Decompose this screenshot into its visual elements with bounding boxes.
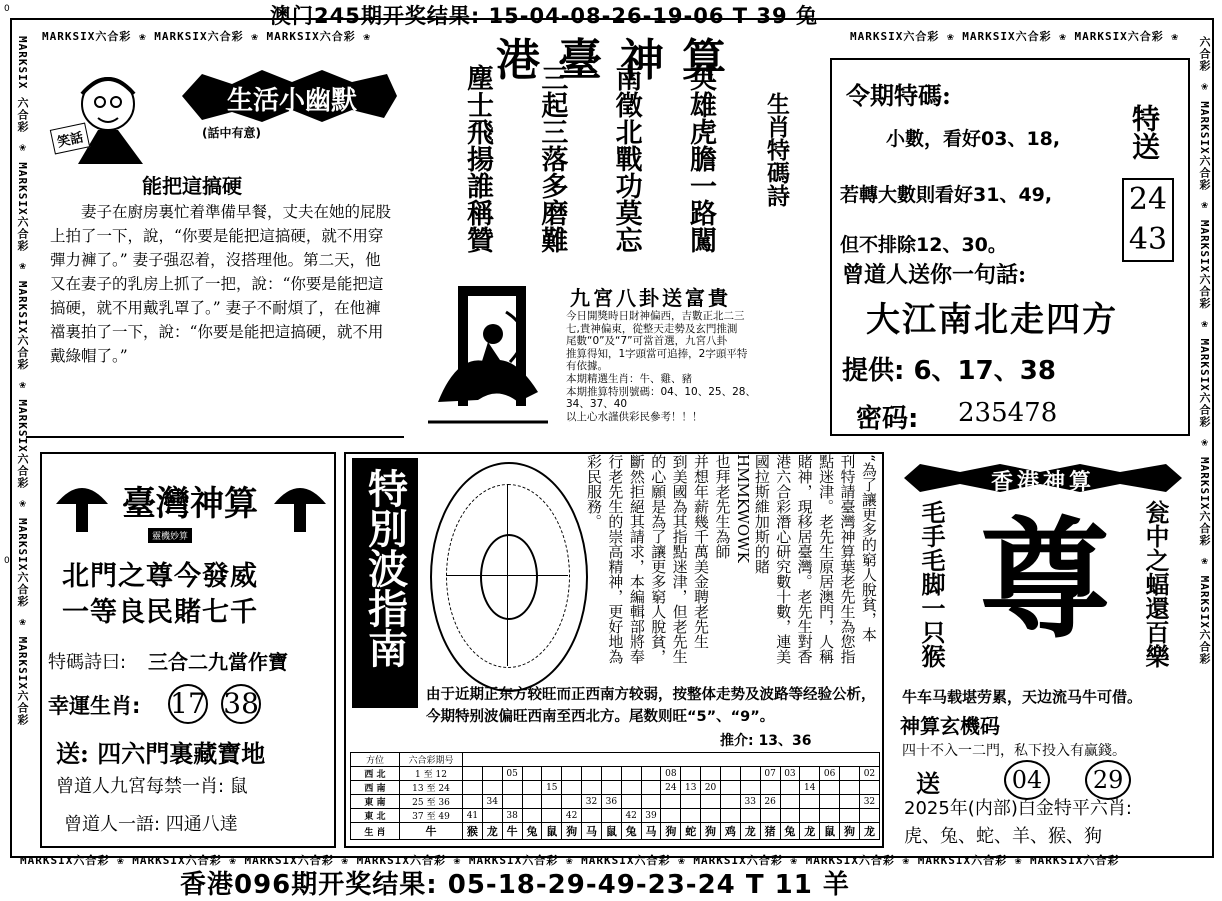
zodiac-cell: 狗 (840, 823, 860, 840)
value-cell (780, 809, 800, 823)
wave-text-col: 點迷津。老先生原居澳門，人稱 (817, 454, 836, 664)
value-cell (681, 809, 701, 823)
wave-text-col: 的心願是為了讓更多窮人脫貧， (649, 454, 668, 664)
taiwan-subtitle: 靈機妙算 (148, 528, 192, 543)
value-cell (601, 809, 621, 823)
zodiac-cell: 猪 (760, 823, 780, 840)
value-cell: 26 (760, 795, 780, 809)
hk-code-title: 神算玄機码 (900, 714, 1000, 738)
zodiac-cell: 兔 (621, 823, 641, 840)
value-cell: 05 (502, 767, 522, 781)
direction-cell: 東 南 (351, 795, 400, 809)
value-cell (780, 795, 800, 809)
value-cell (740, 767, 760, 781)
jiugong-line: 以上心水謹供彩民參考！！！ (566, 410, 703, 423)
roulette-hub (480, 534, 538, 620)
horseman-archer-icon (418, 282, 558, 432)
humor-badge: 笑話 (50, 123, 90, 155)
zodiac-cell: 狗 (562, 823, 582, 840)
value-cell (701, 795, 721, 809)
taiwan-line-1: 北門之尊今發威 (62, 561, 258, 592)
wave-recommend: 推介: 13、36 (720, 733, 812, 749)
range-cell: 13 至 24 (400, 781, 463, 795)
wave-text-col: 行老先生的崇高精神，更好地為 (606, 454, 625, 664)
wave-text-col: 并想年薪幾千萬美金聘老先生 (692, 454, 711, 649)
value-cell (463, 795, 483, 809)
code-label: 密码: (856, 404, 919, 434)
zodiac-label-cell: 生 肖 (351, 823, 400, 840)
value-cell (840, 781, 860, 795)
value-cell (701, 767, 721, 781)
daoren-heading: 曾道人送你一句話: (842, 262, 1027, 288)
value-cell (740, 781, 760, 795)
value-cell: 13 (681, 781, 701, 795)
special-line-2: 若轉大數則看好31、49, (840, 184, 1053, 206)
zodiac-cell: 狗 (661, 823, 681, 840)
value-cell: 41 (463, 809, 483, 823)
value-cell (482, 781, 502, 795)
value-cell: 33 (740, 795, 760, 809)
jiugong-title: 九宮八卦送富貴 (570, 286, 731, 310)
value-cell (641, 795, 661, 809)
value-cell (522, 795, 542, 809)
value-cell (601, 767, 621, 781)
value-cell: 42 (621, 809, 641, 823)
zodiac-cell: 兔 (780, 823, 800, 840)
wave-analysis: 由于近期正东方较旺而正西南方较弱，按整体走势及波路等经验公析，今期特别波偏旺西南至西北方。尾数则旺“5”、“9”。 (426, 687, 876, 725)
value-cell (502, 795, 522, 809)
roulette-spoke (446, 575, 568, 576)
value-cell (820, 795, 840, 809)
special-send-box (1122, 178, 1174, 262)
mushroom-left-icon (52, 478, 112, 534)
value-cell: 20 (701, 781, 721, 795)
lucky-number-circle: 17 (168, 684, 208, 724)
value-cell (840, 767, 860, 781)
top-result-banner: 澳门245期开奖结果: 15-04-08-26-19-06 T 39 兔 (270, 4, 818, 28)
taiwan-title: 臺灣神算 (122, 484, 258, 524)
zodiac-cell: 鼠 (542, 823, 562, 840)
cartoon-woman-icon (48, 64, 158, 174)
value-cell (463, 767, 483, 781)
value-cell: 03 (780, 767, 800, 781)
wave-text-col: 港六合彩潛心研究數十數，連美 (774, 454, 793, 664)
range-cell: 37 至 49 (400, 809, 463, 823)
lucky-number-circle: 38 (221, 684, 261, 724)
value-cell (621, 781, 641, 795)
table-header-cell (463, 753, 880, 767)
value-cell (482, 809, 502, 823)
zodiac-cell: 蛇 (681, 823, 701, 840)
value-cell (800, 767, 820, 781)
value-cell (661, 809, 681, 823)
special-line-3: 但不排除12、30。 (840, 234, 1007, 256)
zodiac-cell: 猴 (463, 823, 483, 840)
taiwan-lucky-nums (168, 684, 261, 724)
special-send-num: 43 (1128, 222, 1168, 257)
wave-title-bar (352, 458, 418, 708)
poem-columns (458, 64, 720, 264)
value-cell: 15 (542, 781, 562, 795)
wave-text-columns (584, 454, 880, 680)
zodiac-cell: 鼠 (601, 823, 621, 840)
jiugong-line: 推算得知，1字頭當可追捧，2字頭平特 (566, 347, 748, 360)
mushroom-right-icon (270, 478, 330, 534)
value-cell: 07 (760, 767, 780, 781)
zodiac-cell: 狗 (701, 823, 721, 840)
zodiac-cell: 马 (641, 823, 661, 840)
hk-title: 香港神算 (990, 469, 1095, 495)
hk-send-label: 送 (916, 770, 940, 798)
wave-table (350, 752, 880, 840)
hk-big-char: 尊 (980, 503, 1111, 656)
taiwan-poem: 三合二九當作寶 (148, 650, 288, 674)
taiwan-line-2: 一等良民賭七千 (62, 597, 258, 628)
value-cell (720, 767, 740, 781)
value-cell (641, 767, 661, 781)
range-cell: 25 至 36 (400, 795, 463, 809)
masthead-title: 港臺神算 (496, 35, 744, 86)
value-cell: 42 (562, 809, 582, 823)
table-row (351, 795, 880, 809)
taiwan-nine-palace: 曾道人九宮每禁一肖: 鼠 (56, 776, 248, 797)
roulette-wheel-icon (430, 462, 588, 692)
value-cell (800, 809, 820, 823)
hk-right-col: 瓮中之蝠還百樂 (1141, 500, 1170, 668)
value-cell (820, 781, 840, 795)
zodiac-row (351, 823, 880, 840)
taiwan-poem-label: 特碼詩曰: (48, 652, 127, 673)
jiugong-text (566, 310, 830, 423)
value-cell: 32 (582, 795, 602, 809)
zodiac-cell: 鼠 (820, 823, 840, 840)
zodiac-cell: 龙 (800, 823, 820, 840)
value-cell (720, 781, 740, 795)
value-cell (780, 781, 800, 795)
humor-subtitle: (話中有意) (202, 126, 261, 140)
poem-label: 生肖特碼詩 (763, 92, 790, 207)
wave-text-col: 斷然拒絕其請求，本編輯部將奉 (627, 454, 646, 664)
value-cell (562, 795, 582, 809)
value-cell (661, 795, 681, 809)
wave-grid (350, 752, 880, 840)
value-cell (800, 795, 820, 809)
humor-panel (42, 60, 402, 435)
value-cell: 39 (641, 809, 661, 823)
zodiac-cell: 马 (582, 823, 602, 840)
value-cell (542, 767, 562, 781)
zodiac-cell: 牛 (400, 823, 463, 840)
direction-cell: 西 北 (351, 767, 400, 781)
value-cell: 24 (661, 781, 681, 795)
value-cell (681, 767, 701, 781)
table-row (351, 781, 880, 795)
value-cell (463, 781, 483, 795)
value-cell (701, 809, 721, 823)
wave-text-col: “為了讓更多的窮人脫貧，本 (859, 454, 878, 642)
value-cell (859, 809, 879, 823)
value-cell (859, 781, 879, 795)
value-cell (740, 809, 760, 823)
value-cell (522, 767, 542, 781)
hk-send-number-circle: 29 (1085, 760, 1131, 800)
wave-text-col: 彩民服務。 (585, 454, 603, 529)
value-cell (820, 809, 840, 823)
value-cell: 14 (800, 781, 820, 795)
humor-title-burst (172, 68, 402, 124)
special-send-label: 特送 (1128, 104, 1161, 160)
poem-col-4: 英雄虎膽一路闖 (684, 64, 716, 253)
hk-code-text: 四十不入一二門，私下投入有赢錢。 (902, 743, 1126, 759)
value-cell: 38 (502, 809, 522, 823)
wave-text-col: 賭神，現移居臺灣。老先生對香 (795, 454, 814, 664)
value-cell: 02 (859, 767, 879, 781)
code-value: 235478 (958, 398, 1058, 428)
value-cell: 36 (601, 795, 621, 809)
value-cell (840, 809, 860, 823)
value-cell (582, 767, 602, 781)
jiugong-line: 本期精選生肖：牛、雞、豬 (566, 372, 692, 385)
value-cell (582, 781, 602, 795)
value-cell (522, 809, 542, 823)
top-border-left: MARKSIX六合彩 ❀ MARKSIX六合彩 ❀ MARKSIX六合彩 ❀ (42, 30, 372, 43)
jiugong-line: 七,貴神偏東，從整天走勢及玄門推測 (566, 322, 738, 335)
zodiac-cell: 兔 (522, 823, 542, 840)
special-line-1: 小數，看好03、18, (886, 128, 1061, 150)
value-cell (720, 795, 740, 809)
value-cell (621, 767, 641, 781)
table-header-row (351, 753, 880, 767)
value-cell (502, 781, 522, 795)
value-cell (542, 809, 562, 823)
wave-text-col: 國拉斯維加斯的賭HMMKWOWK (733, 454, 771, 574)
hk-slogan: 牛车马载堪劳累，天边流马牛可借。 (902, 688, 1143, 706)
value-cell (522, 781, 542, 795)
hk-left-col: 毛手毛脚一只猴 (917, 500, 946, 668)
value-cell (562, 781, 582, 795)
wave-text-col: 到美國為其指點迷津，但老先生 (670, 454, 689, 664)
corner-mark-2: 0 (4, 556, 10, 566)
provide-numbers: 提供: 6、17、38 (842, 356, 1056, 386)
zodiac-cell: 鸡 (720, 823, 740, 840)
humor-title: 生活小幽默 (226, 86, 357, 116)
jiugong-line: 有依據。 (566, 360, 608, 373)
value-cell (720, 809, 740, 823)
humor-heading: 能把這搞硬 (142, 174, 242, 198)
table-row (351, 809, 880, 823)
value-cell (760, 781, 780, 795)
poem-col-2: 三起三落多磨難 (536, 64, 568, 253)
left-border: MARKSIX 六合彩 ❀ MARKSIX六合彩 ❀ MARKSIX六合彩 ❀ MARKSIX六合彩 ❀ MARKSIX六合彩 ❀ MARKSIX六合彩 (16, 36, 29, 726)
jiugong-line: 今日開獎時日財神偏西，吉數正北二三 (566, 310, 745, 322)
direction-cell: 東 北 (351, 809, 400, 823)
jiugong-line: 本期推算特別號碼：04、10、25、28、 (566, 385, 756, 398)
value-cell (582, 809, 602, 823)
table-row (351, 767, 880, 781)
zodiac-cell: 龙 (859, 823, 879, 840)
value-cell: 32 (859, 795, 879, 809)
humor-body: 妻子在廚房裏忙着準備早餐，丈夫在她的屁股上拍了一下，說，“你要是能把這搞硬，就不用穿彈力褲了。” 妻子强忍着，沒搭理他。第二天，他又在妻子的乳房上抓了一把，說：“你要是能把這搞硬，就不用戴乳罩了。” 妻子不耐煩了，在他褲襠裏拍了一下，說：“你要是能把這搞硬，就不用戴綠帽了。” (50, 203, 392, 365)
poem-col-1: 塵士飛揚誰稱贊 (462, 64, 493, 253)
range-cell: 1 至 12 (400, 767, 463, 781)
value-cell (621, 795, 641, 809)
poem-col-3: 南徵北戰功莫忘 (610, 64, 642, 253)
zodiac-cell: 龙 (740, 823, 760, 840)
daoren-saying: 大江南北走四方 (866, 300, 1118, 340)
hk-year-line: 2025年(内部)白金特平六肖: (904, 798, 1132, 819)
corner-mark: 0 (4, 4, 10, 14)
right-border: 六合彩 ❀ MARKSIX六合彩 ❀ MARKSIX六合彩 ❀ MARKSIX六合彩 ❀ MARKSIX六合彩 ❀ MARKSIX六合彩 (1198, 36, 1211, 666)
hk-title-banner (900, 462, 1186, 494)
taiwan-lucky-label: 幸運生肖: (48, 694, 141, 718)
value-cell (562, 767, 582, 781)
taiwan-send: 送: 四六門裏藏寶地 (56, 739, 266, 768)
zodiac-cell: 牛 (502, 823, 522, 840)
direction-cell: 西 南 (351, 781, 400, 795)
zodiac-cell: 龙 (482, 823, 502, 840)
special-send-num: 24 (1128, 182, 1168, 217)
special-heading: 令期特碼: (846, 81, 951, 110)
value-cell: 06 (820, 767, 840, 781)
taiwan-one-saying: 曾道人一語: 四通八達 (64, 814, 238, 835)
value-cell (760, 809, 780, 823)
jiugong-line: 尾數“0”及“7”可當首選，九宮八卦 (566, 335, 728, 348)
jiugong-line: 34、37、40 (566, 398, 628, 411)
value-cell: 34 (482, 795, 502, 809)
value-cell (681, 795, 701, 809)
hk-send-number-circle: 04 (1004, 760, 1050, 800)
hk-animals: 虎、兔、蛇、羊、猴、狗 (904, 826, 1102, 847)
bottom-result-banner: 香港096期开奖结果: 05-18-29-49-23-24 T 11 羊 (180, 870, 850, 900)
value-cell (482, 767, 502, 781)
humor-divider (26, 436, 404, 438)
value-cell (601, 781, 621, 795)
value-cell: 08 (661, 767, 681, 781)
table-header-cell: 方位 (351, 753, 400, 767)
wave-title: 特別波指南 (361, 468, 409, 668)
value-cell (542, 795, 562, 809)
wave-text-col: 刊特請臺灣神算葉老先生為您指 (838, 454, 857, 664)
table-header-cell: 六合彩期号 (400, 753, 463, 767)
bottom-border: MARKSIX六合彩 ❀ MARKSIX六合彩 ❀ MARKSIX六合彩 ❀ MARKSIX六合彩 ❀ MARKSIX六合彩 ❀ MARKSIX六合彩 ❀ MARKSIX六合彩 ❀ MARKSIX六合彩 ❀ MARKSIX六合彩 ❀ MARKSIX六合彩 (20, 854, 1120, 867)
value-cell (840, 795, 860, 809)
value-cell (641, 781, 661, 795)
top-border-right: MARKSIX六合彩 ❀ MARKSIX六合彩 ❀ MARKSIX六合彩 ❀ (850, 30, 1180, 43)
wave-text-col: 也拜老先生為師 (713, 454, 732, 559)
